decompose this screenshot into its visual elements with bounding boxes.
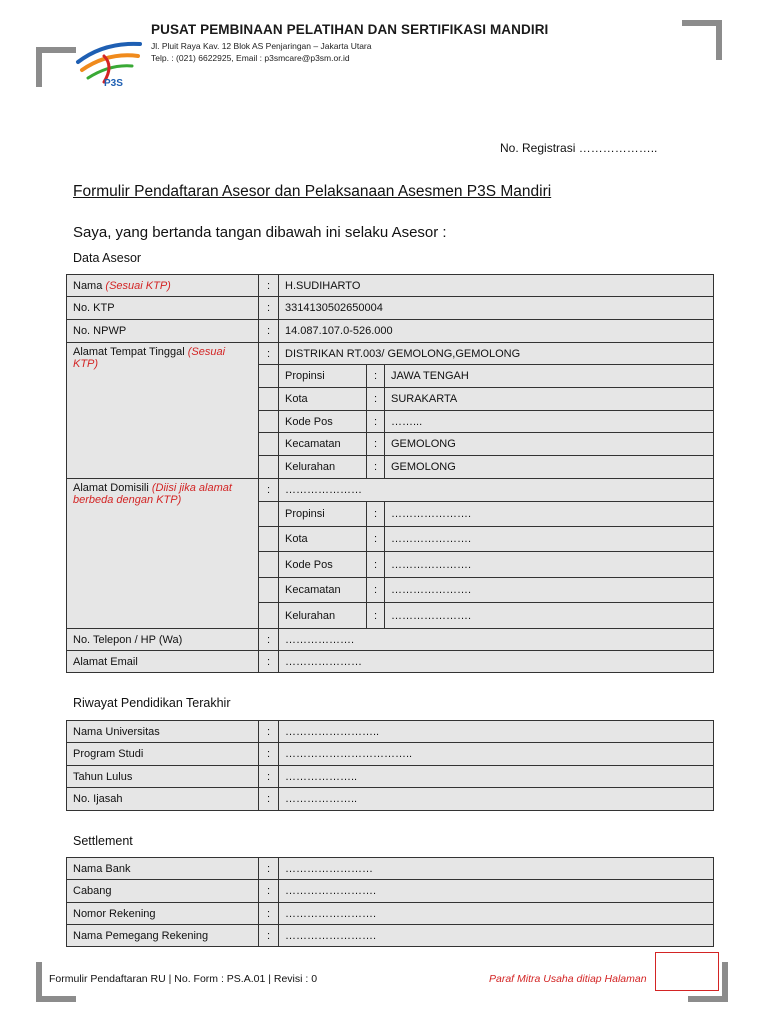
row-nama <box>67 275 714 297</box>
svg-text:P3S: P3S <box>104 78 123 88</box>
colon: : <box>259 651 279 673</box>
domisili-kota-label: Kota <box>279 527 367 552</box>
colon: : <box>259 766 279 788</box>
alamat-label: Alamat Tempat Tinggal (Sesuai KTP) <box>67 343 259 479</box>
nomor-rekening-field[interactable]: ……………………. <box>279 903 714 925</box>
alamat-note: (Sesuai KTP) <box>73 346 226 370</box>
email-field[interactable]: ………………… <box>279 651 714 673</box>
colon: : <box>259 903 279 925</box>
alamat-kodepos-field[interactable]: ……... <box>385 411 714 433</box>
colon: : <box>367 388 385 411</box>
domisili-kecamatan-label: Kecamatan <box>279 578 367 603</box>
row-telepon <box>67 629 714 651</box>
colon: : <box>367 527 385 552</box>
alamat-kodepos-label: Kode Pos <box>279 411 367 433</box>
nomor-rekening-label: Nomor Rekening <box>67 903 259 925</box>
organization-contact: Telp. : (021) 6622925, Email : p3smcare@p3sm.or.id <box>151 53 350 63</box>
colon: : <box>259 743 279 766</box>
spacer-cell <box>259 456 279 479</box>
intro-statement: Saya, yang bertanda tangan dibawah ini selaku Asesor : <box>73 224 447 241</box>
spacer-cell <box>259 365 279 388</box>
corner-bracket-bottom-right-h <box>688 996 728 1002</box>
alamat-field[interactable]: DISTRIKAN RT.003/ GEMOLONG,GEMOLONG <box>279 343 714 365</box>
row-ijasah <box>67 788 714 811</box>
row-nama-bank <box>67 858 714 880</box>
tahun-lulus-field[interactable]: ……………….. <box>279 766 714 788</box>
row-nomor-rekening <box>67 903 714 925</box>
alamat-kelurahan-label: Kelurahan <box>279 456 367 479</box>
row-program-studi <box>67 743 714 766</box>
colon: : <box>259 320 279 343</box>
nama-note: (Sesuai KTP) <box>105 279 171 292</box>
domisili-kota-field[interactable]: …………………. <box>385 527 714 552</box>
ktp-label: No. KTP <box>67 297 259 320</box>
colon: : <box>367 433 385 456</box>
section-settlement: Settlement <box>73 834 133 848</box>
universitas-label: Nama Universitas <box>67 721 259 743</box>
organization-address: Jl. Pluit Raya Kav. 12 Blok AS Penjaringan – Jakarta Utara <box>151 41 372 51</box>
corner-bracket-top-left-h <box>36 47 76 53</box>
telepon-label: No. Telepon / HP (Wa) <box>67 629 259 651</box>
nama-bank-label: Nama Bank <box>67 858 259 880</box>
colon: : <box>259 343 279 365</box>
colon: : <box>259 721 279 743</box>
alamat-kecamatan-label: Kecamatan <box>279 433 367 456</box>
colon: : <box>259 925 279 947</box>
section-pendidikan: Riwayat Pendidikan Terakhir <box>73 696 231 710</box>
spacer-cell <box>259 603 279 629</box>
row-ktp <box>67 297 714 320</box>
paraf-box[interactable] <box>655 952 719 991</box>
npwp-field[interactable]: 14.087.107.0-526.000 <box>279 320 714 343</box>
registration-number: No. Registrasi ……………….. <box>500 141 658 155</box>
domisili-propinsi-field[interactable]: …………………. <box>385 502 714 527</box>
alamat-propinsi-label: Propinsi <box>279 365 367 388</box>
universitas-field[interactable]: …………………….. <box>279 721 714 743</box>
program-studi-field[interactable]: …………………………….. <box>279 743 714 766</box>
corner-bracket-top-right-h <box>682 20 722 26</box>
program-studi-label: Program Studi <box>67 743 259 766</box>
row-alamat <box>67 343 714 365</box>
data-asesor-table <box>66 274 714 673</box>
row-npwp <box>67 320 714 343</box>
spacer-cell <box>259 411 279 433</box>
colon: : <box>259 629 279 651</box>
alamat-kecamatan-field[interactable]: GEMOLONG <box>385 433 714 456</box>
spacer-cell <box>259 578 279 603</box>
colon: : <box>367 456 385 479</box>
footer-form-info: Formulir Pendaftaran RU | No. Form : PS.A.01 | Revisi : 0 <box>49 973 318 985</box>
cabang-label: Cabang <box>67 880 259 903</box>
domisili-kelurahan-label: Kelurahan <box>279 603 367 629</box>
pendidikan-table <box>66 720 714 811</box>
spacer-cell <box>259 388 279 411</box>
colon: : <box>259 479 279 502</box>
ijasah-label: No. Ijasah <box>67 788 259 811</box>
domisili-label: Alamat Domisili (Diisi jika alamat berbeda dengan KTP) <box>67 479 259 629</box>
domisili-kelurahan-field[interactable]: …………………. <box>385 603 714 629</box>
colon: : <box>259 858 279 880</box>
pemegang-rekening-field[interactable]: ……………………. <box>279 925 714 947</box>
row-email <box>67 651 714 673</box>
spacer-cell <box>259 552 279 578</box>
colon: : <box>367 411 385 433</box>
pemegang-rekening-label: Nama Pemegang Rekening <box>67 925 259 947</box>
organization-name: PUSAT PEMBINAAN PELATIHAN DAN SERTIFIKASI MANDIRI <box>151 22 549 37</box>
colon: : <box>259 880 279 903</box>
nama-field[interactable]: H.SUDIHARTO <box>279 275 714 297</box>
alamat-kota-label: Kota <box>279 388 367 411</box>
paraf-note: Paraf Mitra Usaha ditiap Halaman <box>489 973 647 985</box>
domisili-kodepos-label: Kode Pos <box>279 552 367 578</box>
ijasah-field[interactable]: ……………….. <box>279 788 714 811</box>
colon: : <box>367 603 385 629</box>
alamat-kota-field[interactable]: SURAKARTA <box>385 388 714 411</box>
colon: : <box>259 788 279 811</box>
nama-label: Nama (Sesuai KTP) <box>67 275 259 297</box>
cabang-field[interactable]: ……………………. <box>279 880 714 903</box>
colon: : <box>367 365 385 388</box>
colon: : <box>259 297 279 320</box>
corner-bracket-bottom-left-h <box>36 996 76 1002</box>
corner-bracket-top-right <box>716 20 722 60</box>
telepon-field[interactable]: ………………. <box>279 629 714 651</box>
row-pemegang-rekening <box>67 925 714 947</box>
spacer-cell <box>259 502 279 527</box>
ktp-field[interactable]: 3314130502650004 <box>279 297 714 320</box>
settlement-table <box>66 857 714 947</box>
spacer-cell <box>259 527 279 552</box>
colon: : <box>367 552 385 578</box>
nama-bank-field[interactable]: …………………… <box>279 858 714 880</box>
section-data-asesor: Data Asesor <box>73 251 142 265</box>
colon: : <box>367 578 385 603</box>
p3s-logo <box>74 36 144 88</box>
alamat-propinsi-field[interactable]: JAWA TENGAH <box>385 365 714 388</box>
colon: : <box>367 502 385 527</box>
domisili-field[interactable]: ………………… <box>279 479 714 502</box>
domisili-kecamatan-field[interactable]: …………………. <box>385 578 714 603</box>
corner-bracket-top-left <box>36 47 42 87</box>
tahun-lulus-label: Tahun Lulus <box>67 766 259 788</box>
row-tahun-lulus <box>67 766 714 788</box>
alamat-kelurahan-field[interactable]: GEMOLONG <box>385 456 714 479</box>
npwp-label: No. NPWP <box>67 320 259 343</box>
domisili-note: (Diisi jika alamat berbeda dengan KTP) <box>73 482 232 506</box>
colon: : <box>259 275 279 297</box>
email-label: Alamat Email <box>67 651 259 673</box>
spacer-cell <box>259 433 279 456</box>
domisili-propinsi-label: Propinsi <box>279 502 367 527</box>
row-cabang <box>67 880 714 903</box>
form-title: Formulir Pendaftaran Asesor dan Pelaksanaan Asesmen P3S Mandiri <box>73 183 552 200</box>
domisili-kodepos-field[interactable]: …………………. <box>385 552 714 578</box>
row-domisili <box>67 479 714 502</box>
row-universitas <box>67 721 714 743</box>
